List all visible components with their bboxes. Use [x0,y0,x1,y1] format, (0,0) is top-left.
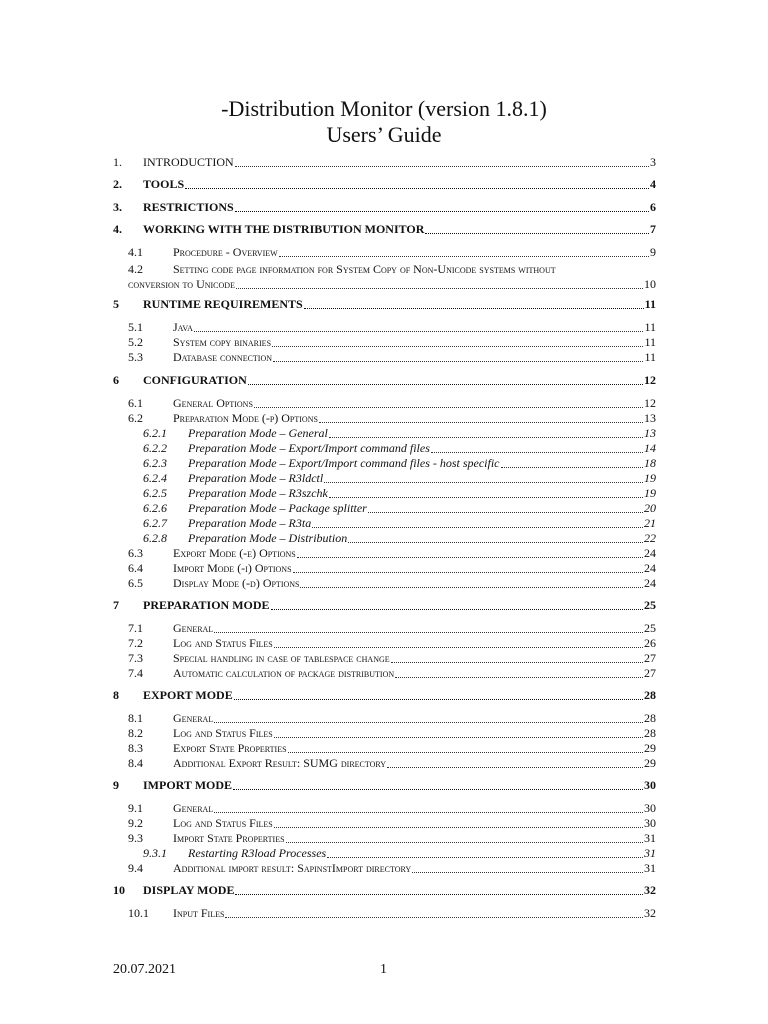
toc-entry-number: 3. [113,200,122,214]
toc-entry[interactable] [128,816,656,831]
toc-entry-number: 6.3 [128,546,143,560]
toc-entry-page: 27 [644,651,656,665]
dot-leader [274,647,643,648]
toc-entry-text: Export State Properties [173,741,287,755]
toc-entry[interactable] [128,861,656,876]
toc-entry[interactable] [143,846,656,861]
toc-entry-page: 9 [650,245,656,259]
toc-entry-page: 25 [644,598,656,612]
toc-entry-page: 7 [650,222,656,236]
dot-leader [214,722,643,723]
toc-entry-page: 20 [644,501,656,515]
toc-entry-text-continued: conversion to Unicode [128,277,235,291]
dot-leader [274,827,643,828]
toc-entry-page: 22 [644,531,656,545]
toc-entry[interactable] [128,666,656,681]
toc-entry-number: 5.2 [128,335,143,349]
toc-entry-number: 4.2 [128,262,143,276]
toc-entry[interactable] [113,297,656,312]
dot-leader [431,452,643,453]
toc-entry-number: 9.4 [128,861,143,875]
toc-entry-page: 11 [644,320,656,334]
toc-entry-text: EXPORT MODE [143,688,233,702]
dot-leader [254,407,643,408]
toc-entry-text: Log and Status Files [173,636,273,650]
toc-entry-text: RESTRICTIONS [143,200,234,214]
toc-entry-page: 21 [644,516,656,530]
dot-leader [274,737,643,738]
toc-entry-text: PREPARATION MODE [143,598,270,612]
toc-entry-number: 7.2 [128,636,143,650]
toc-entry-number: 5 [113,297,119,311]
toc-entry-text: General [173,801,214,815]
toc-entry[interactable] [128,801,656,816]
toc-entry[interactable] [128,335,656,350]
dot-leader [235,166,649,167]
dot-leader [329,437,643,438]
toc-entry-number: 6.2.3 [143,456,167,470]
toc-entry-text: Procedure - Overview [173,245,278,259]
toc-entry-number: 9.2 [128,816,143,830]
toc-entry-text: TOOLS [143,177,185,191]
toc-entry-text: Preparation Mode – Distribution [188,531,348,545]
toc-entry-text: General Options [173,396,253,410]
dot-leader [425,233,649,234]
toc-entry-number: 6.2 [128,411,143,425]
toc-entry-text: Automatic calculation of package distribution [173,666,395,680]
toc-entry[interactable] [143,456,656,471]
dot-leader [271,609,643,610]
dot-leader [319,422,643,423]
toc-entry[interactable] [128,831,656,846]
toc-entry-page: 14 [644,441,656,455]
dot-leader [304,308,644,309]
toc-entry-page: 10 [644,277,656,291]
toc-entry-page: 25 [644,621,656,635]
toc-entry-text: Additional import result: SapinstImport directory [173,861,412,875]
dot-leader [297,557,643,558]
dot-leader [288,752,643,753]
toc-entry-number: 6.2.2 [143,441,167,455]
toc-entry-text: General [173,711,214,725]
toc-entry-text: Preparation Mode – Package splitter [188,501,367,515]
dot-leader [324,482,643,483]
toc-entry-page: 11 [644,335,656,349]
toc-entry[interactable] [128,320,656,335]
toc-entry-text: IMPORT MODE [143,778,233,792]
toc-entry-number: 6.2.1 [143,426,167,440]
toc-entry-text: Preparation Mode – R3ta [188,516,312,530]
toc-entry[interactable] [113,883,656,898]
toc-entry-number: 7.1 [128,621,143,635]
toc-entry-text: Preparation Mode (-p) Options [173,411,318,425]
toc-entry-page: 6 [650,200,656,214]
toc-entry-page: 30 [644,816,656,830]
toc-entry-page: 12 [644,373,656,387]
toc-entry-line[interactable] [128,262,656,277]
toc-entry-page: 24 [644,546,656,560]
toc-entry-text: Database connection [173,350,273,364]
toc-entry-text: Log and Status Files [173,816,273,830]
toc-entry-number: 10.1 [128,906,149,920]
toc-entry[interactable] [143,426,656,441]
toc-entry-page: 19 [644,471,656,485]
dot-leader [395,677,643,678]
toc-entry-number: 4. [113,222,122,236]
dot-leader [248,384,643,385]
toc-entry[interactable] [128,636,656,651]
dot-leader [185,188,649,189]
toc-entry-page: 13 [644,411,656,425]
toc-entry-number: 10 [113,883,125,897]
dot-leader [233,789,643,790]
toc-entry-text: Import Mode (-i) Options [173,561,292,575]
toc-entry[interactable] [128,741,656,756]
toc-entry-text: Preparation Mode – Export/Import command files - host specific [188,456,500,470]
dot-leader [214,632,643,633]
toc-entry-text: Restarting R3load Processes [188,846,327,860]
toc-entry[interactable] [128,396,656,411]
toc-entry-text: Preparation Mode – R3szchk [188,486,328,500]
toc-entry-number: 9.1 [128,801,143,815]
toc-entry[interactable] [128,546,656,561]
toc-entry[interactable] [128,561,656,576]
toc-entry-text: General [173,621,214,635]
toc-entry-number: 1. [113,155,122,169]
dot-leader [501,467,643,468]
toc-entry[interactable] [143,441,656,456]
toc-entry-number: 9.3 [128,831,143,845]
toc-entry[interactable] [128,756,656,771]
toc-entry-text: Display Mode (-d) Options [173,576,300,590]
toc-entry[interactable] [128,576,656,591]
toc-entry-page: 24 [644,576,656,590]
toc-entry-number: 7.4 [128,666,143,680]
toc-entry-text: WORKING WITH THE DISTRIBUTION MONITOR [143,222,425,236]
toc-entry-page: 19 [644,486,656,500]
toc-entry[interactable] [143,486,656,501]
toc-entry-number: 6.2.4 [143,471,167,485]
toc-entry[interactable] [113,688,656,703]
document-title-line1: -Distribution Monitor (version 1.8.1) [221,96,547,121]
toc-entry-text: Log and Status Files [173,726,273,740]
toc-entry-page: 3 [650,155,656,169]
toc-entry-number: 8.3 [128,741,143,755]
toc-entry[interactable] [113,155,656,170]
toc-entry-text: Special handling in case of tablespace change [173,651,390,665]
footer-date: 20.07.2021 [113,962,176,977]
toc-entry[interactable] [113,200,656,215]
toc-entry-page: 32 [644,883,656,897]
toc-entry[interactable] [128,906,656,921]
toc-entry-number: 6.2.7 [143,516,167,530]
toc-entry-number: 8 [113,688,119,702]
footer-page-number: 1 [380,962,387,977]
document-title-line2: Users’ Guide [326,122,442,147]
toc-entry-number: 5.3 [128,350,143,364]
toc-entry-number: 6.4 [128,561,143,575]
toc-entry-text: Preparation Mode – Export/Import command files [188,441,430,455]
toc-entry-number: 6.5 [128,576,143,590]
dot-leader [368,512,643,513]
dot-leader [387,767,643,768]
dot-leader [194,331,643,332]
dot-leader [327,857,643,858]
toc-entry-page: 11 [644,350,656,364]
toc-entry-page: 12 [644,396,656,410]
dot-leader [235,894,643,895]
toc-entry[interactable] [113,598,656,613]
toc-entry-page: 28 [644,726,656,740]
toc-entry[interactable] [143,516,656,531]
toc-entry-number: 2. [113,177,122,191]
toc-entry-number: 4.1 [128,245,143,259]
toc-entry-number: 5.1 [128,320,143,334]
toc-entry[interactable] [143,501,656,516]
toc-entry-number: 8.2 [128,726,143,740]
dot-leader [312,527,643,528]
toc-entry-page: 26 [644,636,656,650]
toc-entry-text: Input Files [173,906,225,920]
toc-entry-page: 18 [644,456,656,470]
toc-entry-text: RUNTIME REQUIREMENTS [143,297,303,311]
toc-entry-text: INTRODUCTION [143,155,234,169]
toc-entry-number: 7.3 [128,651,143,665]
toc-entry-text: System copy binaries [173,335,272,349]
toc-entry-page: 31 [644,846,656,860]
toc-entry[interactable] [128,726,656,741]
toc-entry-text: DISPLAY MODE [143,883,235,897]
toc-entry-text: Preparation Mode – R3ldctl [188,471,324,485]
toc-entry-number: 9 [113,778,119,792]
toc-entry[interactable] [128,245,656,260]
toc-entry-page: 11 [644,297,656,311]
toc-entry-page: 28 [644,711,656,725]
toc-entry[interactable] [128,711,656,726]
dot-leader [214,812,643,813]
toc-entry[interactable] [128,621,656,636]
toc-entry[interactable] [113,778,656,793]
dot-leader [348,542,643,543]
toc-entry-page: 27 [644,666,656,680]
toc-entry-page: 30 [644,778,656,792]
toc-entry-text: Import State Properties [173,831,285,845]
toc-entry-page: 13 [644,426,656,440]
dot-leader [279,256,649,257]
toc-entry-number: 6.2.6 [143,501,167,515]
toc-entry-page: 29 [644,756,656,770]
dot-leader [225,917,643,918]
toc-entry-number: 8.4 [128,756,143,770]
dot-leader [391,662,643,663]
dot-leader [273,361,643,362]
toc-entry[interactable] [128,411,656,426]
dot-leader [329,497,643,498]
dot-leader [300,587,643,588]
dot-leader [412,872,643,873]
toc-entry-text: CONFIGURATION [143,373,247,387]
dot-leader [272,346,643,347]
dot-leader [236,288,643,289]
toc-entry-page: 29 [644,741,656,755]
dot-leader [235,211,649,212]
toc-entry-text: Additional Export Result: SUMG directory [173,756,387,770]
toc-entry[interactable] [128,651,656,666]
toc-entry-page: 31 [644,831,656,845]
toc-entry-page: 28 [644,688,656,702]
toc-entry-text: Preparation Mode – General [188,426,328,440]
toc-entry-number: 6.1 [128,396,143,410]
toc-entry[interactable] [113,373,656,388]
toc-entry-text: Java [173,320,193,334]
toc-entry-text: Export Mode (-e) Options [173,546,296,560]
dot-leader [293,572,643,573]
toc-entry-page: 4 [650,177,656,191]
toc-entry[interactable] [143,531,656,546]
dot-leader [286,842,643,843]
toc-entry-number: 7 [113,598,119,612]
toc-entry[interactable] [143,471,656,486]
toc-entry-number: 9.3.1 [143,846,167,860]
toc-entry-number: 8.1 [128,711,143,725]
toc-entry[interactable] [113,222,656,237]
toc-entry[interactable] [128,350,656,365]
toc-entry-text: Setting code page information for System Copy of Non-Unicode systems without [173,262,556,276]
toc-entry-page: 32 [644,906,656,920]
toc-entry[interactable] [113,177,656,192]
toc-entry-number: 6 [113,373,119,387]
toc-entry-page: 31 [644,861,656,875]
toc-entry-number: 6.2.8 [143,531,167,545]
toc-entry-page: 24 [644,561,656,575]
dot-leader [234,699,643,700]
toc-entry-page: 30 [644,801,656,815]
toc-entry-number: 6.2.5 [143,486,167,500]
toc-entry-continuation[interactable] [128,277,656,292]
